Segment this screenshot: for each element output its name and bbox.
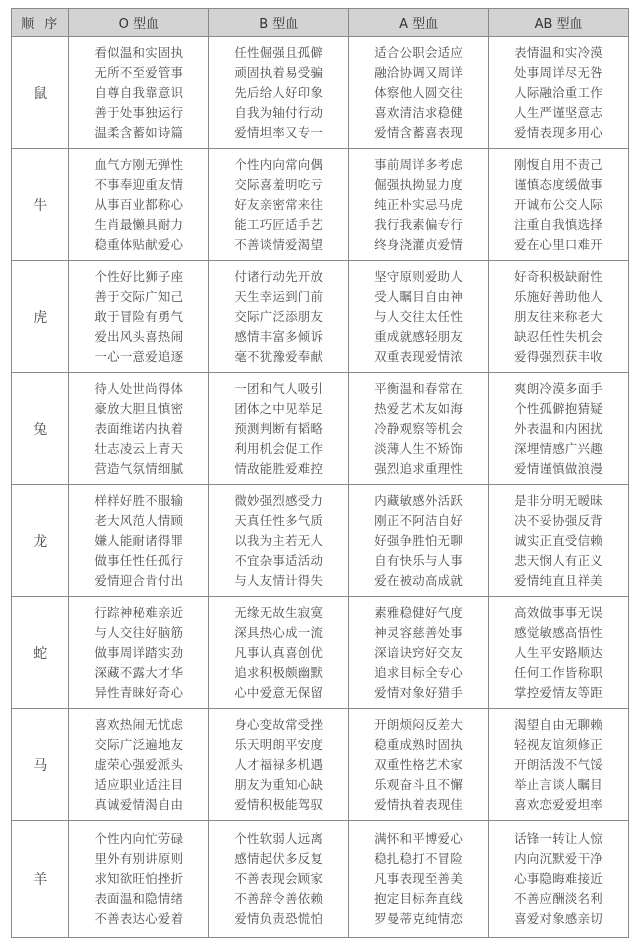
description-line: 纯正朴实忌马虎 bbox=[374, 196, 464, 212]
description-line: 能工巧匠适手艺 bbox=[234, 216, 324, 232]
description-line: 样样好胜不服输 bbox=[94, 492, 184, 508]
cell-ab-type bbox=[489, 37, 629, 149]
description-line: 稳重体贴献爱心 bbox=[94, 236, 184, 252]
cell-ab-type bbox=[489, 485, 629, 597]
description-line: 一团和气人吸引 bbox=[234, 380, 324, 396]
description-line: 体察他人圆交往 bbox=[374, 84, 464, 100]
description-line: 掌控爱情友等距 bbox=[514, 684, 603, 700]
table-row bbox=[12, 485, 629, 597]
description-line: 朋友往来称老大 bbox=[514, 308, 603, 324]
zodiac-blood-type-table bbox=[11, 8, 629, 938]
table-row bbox=[12, 261, 629, 373]
zodiac-animal: 鼠 bbox=[12, 37, 69, 149]
description-line: 任性倔强且孤僻 bbox=[234, 44, 324, 60]
description-line: 人生平安路顺达 bbox=[514, 644, 603, 660]
description-line: 看似温和实固执 bbox=[94, 44, 184, 60]
description-line: 自我为轴付行动 bbox=[234, 104, 324, 120]
table-row bbox=[12, 149, 629, 261]
description-line: 刚正不阿洁自好 bbox=[374, 512, 464, 528]
cell-b-type bbox=[209, 709, 349, 821]
description-line: 重成就感轻朋友 bbox=[374, 328, 464, 344]
description-line: 乐观奋斗且不懈 bbox=[374, 776, 464, 792]
cell-b-type bbox=[209, 597, 349, 709]
description-line: 壮志凌云上青天 bbox=[94, 440, 184, 456]
description-line: 不善应酬淡名利 bbox=[514, 891, 603, 906]
description-line: 爱得强烈获丰收 bbox=[514, 348, 603, 364]
description-line: 深埋情感广兴趣 bbox=[514, 440, 603, 456]
description-line: 不善表达心爱着 bbox=[94, 911, 184, 926]
description-line: 凡事认真喜创优 bbox=[234, 644, 324, 660]
description-line: 不事奉迎重友情 bbox=[94, 176, 184, 192]
description-line: 适合公职会适应 bbox=[374, 44, 464, 60]
cell-b-type bbox=[209, 821, 349, 938]
description-line: 冷静观察等机会 bbox=[374, 420, 464, 436]
description-line: 里外有别讲原则 bbox=[94, 851, 184, 866]
description-line: 好奇积极缺耐性 bbox=[514, 268, 603, 284]
description-line: 个性孤僻抱猜疑 bbox=[514, 400, 603, 416]
table-row bbox=[12, 821, 629, 938]
description-line: 倔强执拗显力度 bbox=[374, 176, 464, 192]
description-line: 从事百业都称心 bbox=[94, 196, 184, 212]
description-line: 乐施好善助他人 bbox=[514, 288, 603, 304]
description-line: 温柔含蓄如诗篇 bbox=[94, 124, 184, 140]
description-line: 淡薄人生不矫饰 bbox=[374, 440, 464, 456]
cell-o-type bbox=[69, 485, 209, 597]
table-row bbox=[12, 709, 629, 821]
description-line: 话锋一转让人惊 bbox=[514, 831, 603, 846]
description-line: 无缘无故生寂寞 bbox=[234, 604, 324, 620]
description-line: 感情起伏多反复 bbox=[234, 851, 324, 866]
description-line: 是非分明无暧昧 bbox=[514, 492, 603, 508]
description-line: 平衡温和春常在 bbox=[374, 380, 464, 396]
description-line: 爱情迎合肯付出 bbox=[94, 572, 184, 588]
description-line: 乐天明朗平安度 bbox=[234, 736, 324, 752]
description-line: 虚荣心强爱派头 bbox=[94, 756, 184, 772]
description-line: 受人瞩目自由神 bbox=[374, 288, 464, 304]
cell-a-type bbox=[349, 373, 489, 485]
table-row bbox=[12, 37, 629, 149]
description-line: 爽朗冷漠多面手 bbox=[514, 380, 603, 396]
description-line: 一心一意爱追逐 bbox=[94, 348, 184, 364]
description-line: 追求积极颇幽默 bbox=[234, 664, 324, 680]
cell-a-type bbox=[349, 821, 489, 938]
description-line: 毫不犹豫爱奉献 bbox=[234, 348, 324, 364]
description-line: 融洽协调又周详 bbox=[374, 64, 464, 80]
header-order: 顺序 bbox=[12, 9, 69, 37]
description-line: 坚守原则爱助人 bbox=[374, 268, 464, 284]
description-line: 爱情坦率又专一 bbox=[234, 124, 324, 140]
description-line: 生肖最懒具耐力 bbox=[94, 216, 184, 232]
description-line: 嫌人能耐诸得罪 bbox=[94, 532, 184, 548]
description-line: 心事隐晦难接近 bbox=[514, 871, 603, 886]
header-a-type: A 型血 bbox=[349, 9, 489, 37]
description-line: 人生严谨坚意志 bbox=[514, 104, 603, 120]
description-line: 做事周详踏实劲 bbox=[94, 644, 184, 660]
cell-b-type bbox=[209, 261, 349, 373]
description-line: 不善表现会顾家 bbox=[234, 871, 324, 886]
description-line: 缺忍任性失机会 bbox=[514, 328, 603, 344]
description-line: 情敌能胜爱难控 bbox=[234, 460, 324, 476]
description-line: 异性青睐好奇心 bbox=[94, 684, 184, 700]
description-line: 交际广泛遍地友 bbox=[94, 736, 184, 752]
description-line: 爱在被动高成就 bbox=[374, 572, 464, 588]
description-line: 双重性格艺术家 bbox=[374, 756, 464, 772]
cell-ab-type bbox=[489, 261, 629, 373]
description-line: 高效做事事无误 bbox=[514, 604, 603, 620]
cell-a-type bbox=[349, 37, 489, 149]
zodiac-animal: 牛 bbox=[12, 149, 69, 261]
cell-b-type bbox=[209, 37, 349, 149]
cell-a-type bbox=[349, 149, 489, 261]
description-line: 终身浇灌贞爱情 bbox=[374, 236, 464, 252]
description-line: 爱情积极能驾驭 bbox=[234, 796, 324, 812]
zodiac-animal: 马 bbox=[12, 709, 69, 821]
description-line: 血气方刚无弹性 bbox=[94, 156, 184, 172]
cell-b-type bbox=[209, 485, 349, 597]
description-line: 谨慎态度缓做事 bbox=[514, 176, 603, 192]
description-line: 开诚布公交人际 bbox=[514, 196, 603, 212]
description-line: 无所不至爱管事 bbox=[94, 64, 184, 80]
cell-o-type bbox=[69, 261, 209, 373]
description-line: 老大风范人情顾 bbox=[94, 512, 184, 528]
description-line: 处事周详尽无咎 bbox=[514, 64, 603, 80]
description-line: 个性软弱人远离 bbox=[234, 831, 324, 846]
description-line: 先后给人好印象 bbox=[234, 84, 324, 100]
description-line: 交际广泛添朋友 bbox=[234, 308, 324, 324]
description-line: 注重自我慎选择 bbox=[514, 216, 603, 232]
description-line: 神灵容慈善处事 bbox=[374, 624, 464, 640]
cell-ab-type bbox=[489, 821, 629, 938]
description-line: 罗曼蒂克纯情恋 bbox=[374, 911, 464, 926]
description-line: 爱情执着表现佳 bbox=[374, 796, 464, 812]
description-line: 深具热心成一流 bbox=[234, 624, 324, 640]
description-line: 双重表现爱情浓 bbox=[374, 348, 464, 364]
description-line: 凡事表现至善美 bbox=[374, 871, 464, 886]
description-line: 与人友情计得失 bbox=[234, 572, 324, 588]
description-line: 以我为主若无人 bbox=[234, 532, 324, 548]
description-line: 外表温和内困扰 bbox=[514, 420, 603, 436]
description-line: 爱情含蓄喜表现 bbox=[374, 124, 464, 140]
description-line: 天真任性多气质 bbox=[234, 512, 324, 528]
description-line: 感觉敏感高悟性 bbox=[514, 624, 603, 640]
zodiac-animal: 兔 bbox=[12, 373, 69, 485]
cell-a-type bbox=[349, 261, 489, 373]
description-line: 与人交往好脑筋 bbox=[94, 624, 184, 640]
cell-a-type bbox=[349, 485, 489, 597]
header-o-type: O 型血 bbox=[69, 9, 209, 37]
description-line: 交际喜羞明吃亏 bbox=[234, 176, 324, 192]
description-line: 强烈追求重理性 bbox=[374, 460, 464, 476]
description-line: 个性内向忙劳碌 bbox=[94, 831, 184, 846]
cell-a-type bbox=[349, 709, 489, 821]
cell-b-type bbox=[209, 373, 349, 485]
description-line: 豪放大胆且慎密 bbox=[94, 400, 184, 416]
description-line: 素雅稳健好气度 bbox=[374, 604, 464, 620]
description-line: 爱在心里口难开 bbox=[514, 236, 603, 252]
description-line: 稳重成熟时固执 bbox=[374, 736, 464, 752]
description-line: 热爱艺术友如海 bbox=[374, 400, 464, 416]
cell-b-type bbox=[209, 149, 349, 261]
cell-o-type bbox=[69, 149, 209, 261]
description-line: 不善谈情爱渴望 bbox=[234, 236, 324, 252]
description-line: 求知欲旺怕挫折 bbox=[94, 871, 184, 886]
cell-o-type bbox=[69, 373, 209, 485]
cell-ab-type bbox=[489, 149, 629, 261]
description-line: 爱情表现多用心 bbox=[514, 124, 603, 140]
description-line: 行踪神秘难亲近 bbox=[94, 604, 184, 620]
description-line: 敢于冒险有勇气 bbox=[94, 308, 184, 324]
description-line: 深谙诀窍好交友 bbox=[374, 644, 464, 660]
description-line: 任何工作皆称职 bbox=[514, 664, 603, 680]
description-line: 微妙强烈感受力 bbox=[234, 492, 324, 508]
description-line: 营造气氛情细腻 bbox=[94, 460, 184, 476]
cell-ab-type bbox=[489, 373, 629, 485]
description-line: 表面温和隐情绪 bbox=[94, 891, 184, 906]
description-line: 事前周详多考虑 bbox=[374, 156, 464, 172]
description-line: 喜欢热闹无忧虑 bbox=[94, 716, 184, 732]
description-line: 刚愎自用不责己 bbox=[514, 156, 603, 172]
description-line: 轻视友谊须修正 bbox=[514, 736, 603, 752]
description-line: 团体之中见举足 bbox=[234, 400, 324, 416]
description-line: 诚实正直受信赖 bbox=[514, 532, 603, 548]
description-line: 爱情对象好猎手 bbox=[374, 684, 464, 700]
table-row bbox=[12, 597, 629, 709]
description-line: 朋友为重知心缺 bbox=[234, 776, 324, 792]
cell-o-type bbox=[69, 597, 209, 709]
description-line: 追求目标全专心 bbox=[374, 664, 464, 680]
description-line: 不善辞令善依赖 bbox=[234, 891, 324, 906]
header-row bbox=[12, 9, 629, 37]
description-line: 好强争胜怕无聊 bbox=[374, 532, 464, 548]
cell-a-type bbox=[349, 597, 489, 709]
description-line: 待人处世尚得体 bbox=[94, 380, 184, 396]
description-line: 喜欢清洁求稳健 bbox=[374, 104, 464, 120]
description-line: 爱出风头喜热闹 bbox=[94, 328, 184, 344]
description-line: 表情温和实冷漠 bbox=[514, 44, 603, 60]
description-line: 感情丰富多倾诉 bbox=[234, 328, 324, 344]
description-line: 不宜杂事适活动 bbox=[234, 552, 324, 568]
description-line: 预测判断有韬略 bbox=[234, 420, 324, 436]
table-row bbox=[12, 373, 629, 485]
header-ab-type: AB 型血 bbox=[489, 9, 629, 37]
cell-o-type bbox=[69, 709, 209, 821]
description-line: 喜爱对象感亲切 bbox=[514, 911, 603, 926]
description-line: 顽固执着易受骗 bbox=[234, 64, 324, 80]
description-line: 爱情负责恐慌怕 bbox=[234, 911, 324, 926]
description-line: 适应职业适注目 bbox=[94, 776, 184, 792]
description-line: 开朗活泼不气馁 bbox=[514, 756, 603, 772]
description-line: 喜欢恋爱爱坦率 bbox=[514, 796, 603, 812]
description-line: 自有快乐与人事 bbox=[374, 552, 464, 568]
cell-o-type bbox=[69, 821, 209, 938]
zodiac-animal: 羊 bbox=[12, 821, 69, 938]
description-line: 心中爱意无保留 bbox=[234, 684, 324, 700]
description-line: 自尊自我靠意识 bbox=[94, 84, 184, 100]
description-line: 真诚爱情渴自由 bbox=[94, 796, 184, 812]
cell-ab-type bbox=[489, 709, 629, 821]
description-line: 深藏不露大才华 bbox=[94, 664, 184, 680]
description-line: 稳扎稳打不冒险 bbox=[374, 851, 464, 866]
description-line: 举止言谈人瞩目 bbox=[514, 776, 603, 792]
description-line: 个性内向常向偶 bbox=[234, 156, 324, 172]
description-line: 抱定目标奔直线 bbox=[374, 891, 464, 906]
description-line: 我行我素偏专行 bbox=[374, 216, 464, 232]
description-line: 决不妥协强反背 bbox=[514, 512, 603, 528]
description-line: 善于处事独运行 bbox=[94, 104, 184, 120]
description-line: 爱情纯直且祥美 bbox=[514, 572, 603, 588]
description-line: 善于交际广知己 bbox=[94, 288, 184, 304]
description-line: 满怀和平博爱心 bbox=[374, 831, 464, 846]
description-line: 付诸行动先开放 bbox=[234, 268, 324, 284]
description-line: 个性好比狮子座 bbox=[94, 268, 184, 284]
cell-ab-type bbox=[489, 597, 629, 709]
header-b-type: B 型血 bbox=[209, 9, 349, 37]
description-line: 天生幸运到门前 bbox=[234, 288, 324, 304]
zodiac-animal: 虎 bbox=[12, 261, 69, 373]
description-line: 渴望自由无聊赖 bbox=[514, 716, 603, 732]
description-line: 表面维诺内执着 bbox=[94, 420, 184, 436]
zodiac-animal: 龙 bbox=[12, 485, 69, 597]
description-line: 与人交往太任性 bbox=[374, 308, 464, 324]
description-line: 身心变故常受挫 bbox=[234, 716, 324, 732]
description-line: 悲天悯人有正义 bbox=[514, 552, 603, 568]
description-line: 做事任性任孤行 bbox=[94, 552, 184, 568]
description-line: 人才福禄多机遇 bbox=[234, 756, 324, 772]
description-line: 内向沉默爱干净 bbox=[514, 851, 603, 866]
description-line: 爱情谨慎做浪漫 bbox=[514, 460, 603, 476]
description-line: 开朗烦闷反差大 bbox=[374, 716, 464, 732]
cell-o-type bbox=[69, 37, 209, 149]
description-line: 内藏敏感外活跃 bbox=[374, 492, 464, 508]
description-line: 好友亲密常来往 bbox=[234, 196, 324, 212]
zodiac-animal: 蛇 bbox=[12, 597, 69, 709]
description-line: 利用机会促工作 bbox=[234, 440, 324, 456]
description-line: 人际融洽重工作 bbox=[514, 84, 603, 100]
